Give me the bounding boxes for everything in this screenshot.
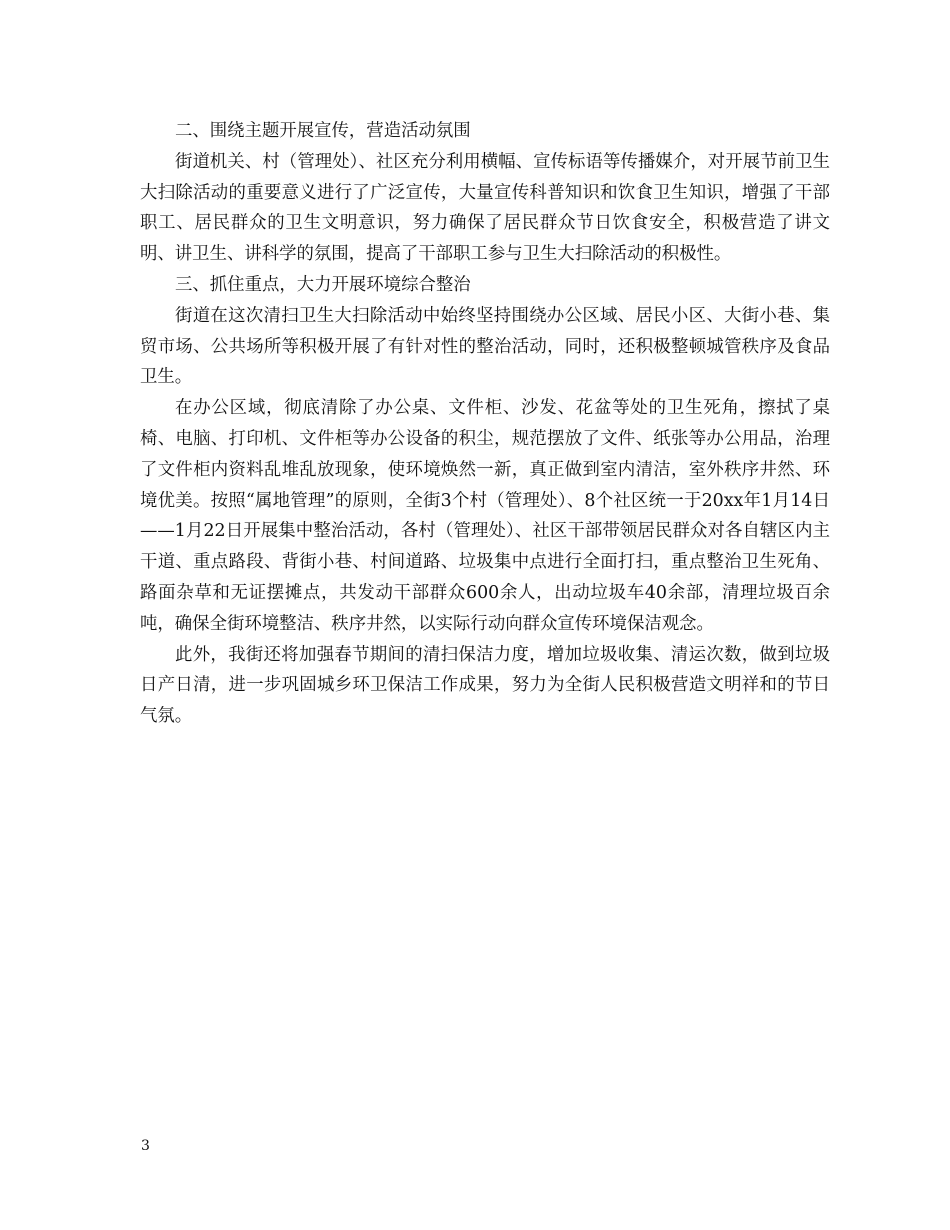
paragraph-publicity: 街道机关、村（管理处）、社区充分利用横幅、宣传标语等传播媒介，对开展节前卫生大扫除活动的重要意义进行了广泛宣传，大量宣传科普知识和饮食卫生知识，增强了干部职工、居民群众的卫生文明意识，努力确保了居民群众节日饮食安全，积极营造了讲文明、讲卫生、讲科学的氛围，提高了干部职工参与卫生大扫除活动的积极性。	[140, 151, 830, 265]
section-heading-2: 二、围绕主题开展宣传，营造活动氛围	[175, 121, 471, 141]
paragraph-spring-festival: 此外，我街还将加强春节期间的清扫保洁力度，增加垃圾收集、清运次数，做到垃圾日产日清，进一步巩固城乡环卫保洁工作成果，努力为全街人民积极营造文明祥和的节日气氛。	[140, 644, 830, 727]
paragraph-focus-areas: 街道在这次清扫卫生大扫除活动中始终坚持围绕办公区域、居民小区、大街小巷、集贸市场、公共场所等积极开展了有针对性的整治活动，同时，还积极整顿城管秩序及食品卫生。	[140, 305, 830, 388]
paragraph-office-cleanup: 在办公区域，彻底清除了办公桌、文件柜、沙发、花盆等处的卫生死角，擦拭了桌椅、电脑、打印机、文件柜等办公设备的积尘，规范摆放了文件、纸张等办公用品，治理了文件柜内资料乱堆乱放现象，使环境焕然一新，真正做到室内清洁，室外秩序井然、环境优美。按照“属地管理”的原则，全街3个村（管理处）、8个社区统一于20xx年1月14日——1月22日开展集中整治活动，各村（管理处）、社区干部带领居民群众对各自辖区内主干道、重点路段、背街小巷、村间道路、垃圾集中点进行全面打扫，重点整治卫生死角、路面杂草和无证摆摊点，共发动干部群众600余人，出动垃圾车40余部，清理垃圾百余吨，确保全街环境整洁、秩序井然，以实际行动向群众宣传环境保洁观念。	[140, 398, 830, 634]
document-body	[140, 116, 830, 732]
section-heading-3: 三、抓住重点，大力开展环境综合整治	[175, 274, 471, 295]
page-number: 3	[141, 1138, 150, 1154]
